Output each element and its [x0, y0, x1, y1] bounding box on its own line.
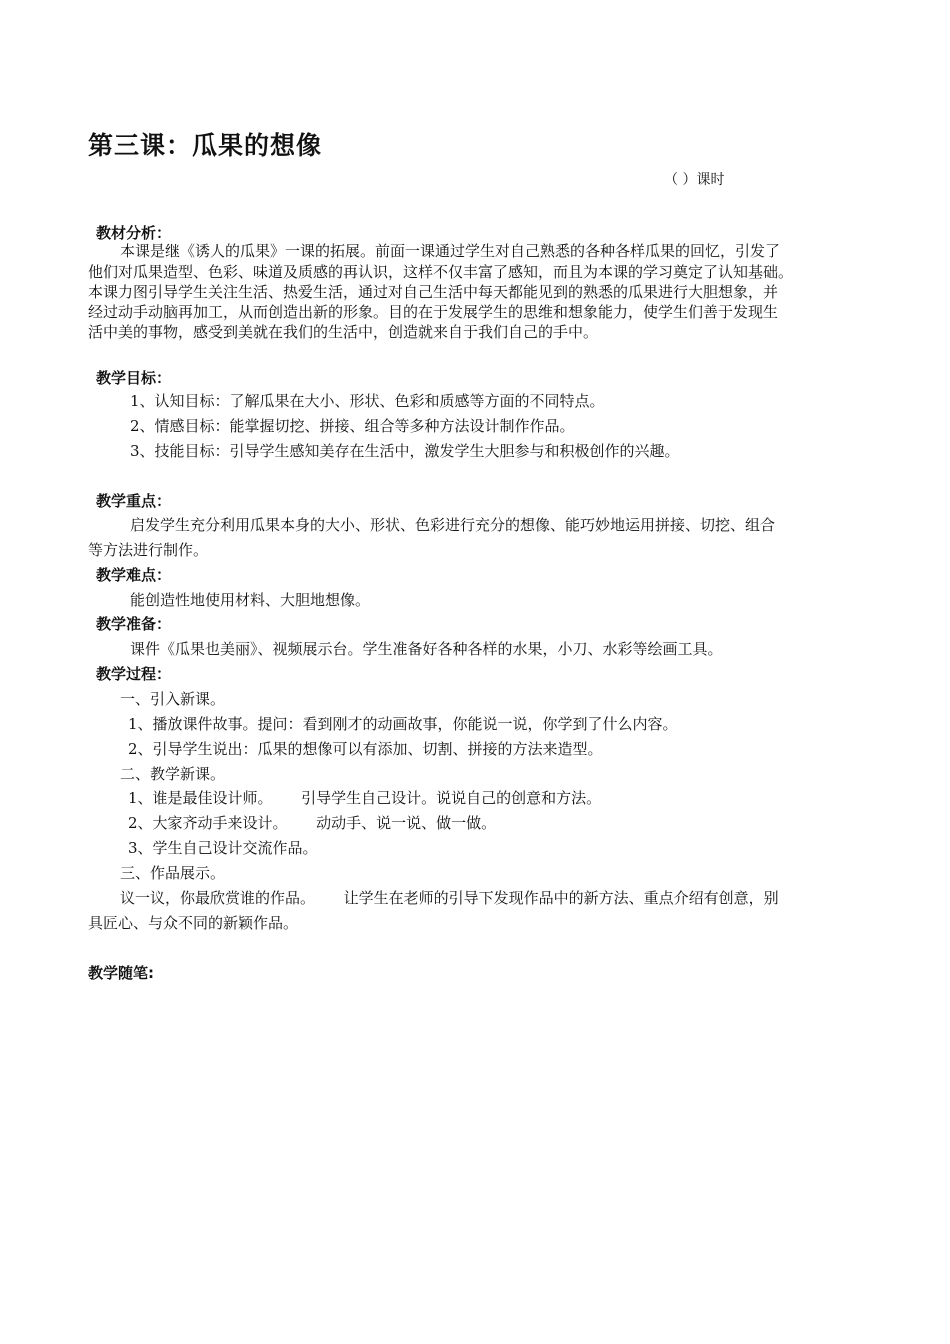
goal-item: 3、技能目标：引导学生感知美存在生活中，激发学生大胆参与和积极创作的兴趣。 [130, 442, 680, 460]
analysis-line: 本课力图引导学生关注生活、热爱生活，通过对自己生活中每天都能见到的熟悉的瓜果进行大胆想象，并 [88, 283, 779, 301]
difficulty-heading: 教学难点： [96, 566, 172, 584]
analysis-heading: 教材分析： [96, 224, 172, 242]
analysis-line: 本课是继《诱人的瓜果》一课的拓展。前面一课通过学生对自己熟悉的各种各样瓜果的回忆，引发了 [120, 242, 781, 260]
key-points-line: 等方法进行制作。 [88, 541, 209, 559]
process-line: 1、播放课件故事。提问：看到刚才的动画故事，你能说一说，你学到了什么内容。 [128, 715, 678, 733]
goal-item: 2、情感目标：能掌握切挖、拼接、组合等多种方法设计制作作品。 [130, 417, 575, 435]
difficulty-text: 能创造性地使用材料、大胆地想像。 [130, 591, 371, 609]
process-line: 1、谁是最佳设计师。 引导学生自己设计。说说自己的创意和方法。 [128, 789, 602, 807]
key-points-heading: 教学重点： [96, 492, 172, 510]
process-line: 一、引入新课。 [120, 690, 226, 708]
process-final-line: 议一议，你最欣赏谁的作品。 让学生在老师的引导下发现作品中的新方法、重点介绍有创意，别 [120, 889, 779, 907]
goals-heading: 教学目标： [96, 369, 172, 387]
analysis-line: 他们对瓜果造型、色彩、味道及质感的再认识，这样不仅丰富了感知，而且为本课的学习奠定了认知基础。 [88, 263, 794, 281]
process-heading: 教学过程： [96, 665, 172, 683]
analysis-line: 活中美的事物，感受到美就在我们的生活中，创造就来自于我们自己的手中。 [88, 323, 599, 341]
class-period: （ ）课时 [664, 172, 725, 188]
process-line: 二、教学新课。 [120, 765, 226, 783]
process-line: 2、引导学生说出：瓜果的想像可以有添加、切割、拼接的方法来造型。 [128, 740, 603, 758]
process-line: 2、大家齐动手来设计。 动动手、说一说、做一做。 [128, 814, 497, 832]
analysis-line: 经过动手动脑再加工，从而创造出新的形象。目的在于发展学生的思维和想象能力，使学生们善于发现生 [88, 303, 779, 321]
process-final-line: 具匠心、与众不同的新颖作品。 [88, 914, 299, 932]
process-line: 三、作品展示。 [120, 864, 226, 882]
key-points-line: 启发学生充分利用瓜果本身的大小、形状、色彩进行充分的想像、能巧妙地运用拼接、切挖、组合 [130, 516, 776, 534]
process-line: 3、学生自己设计交流作品。 [128, 839, 318, 857]
notes-heading: 教学随笔: [88, 964, 154, 982]
preparation-text: 课件《瓜果也美丽》、视频展示台。学生准备好各种各样的水果，小刀、水彩等绘画工具。 [130, 640, 723, 658]
goal-item: 1、认知目标：了解瓜果在大小、形状、色彩和质感等方面的不同特点。 [130, 392, 605, 410]
page-title: 第三课：瓜果的想像 [88, 131, 323, 160]
preparation-heading: 教学准备： [96, 615, 172, 633]
